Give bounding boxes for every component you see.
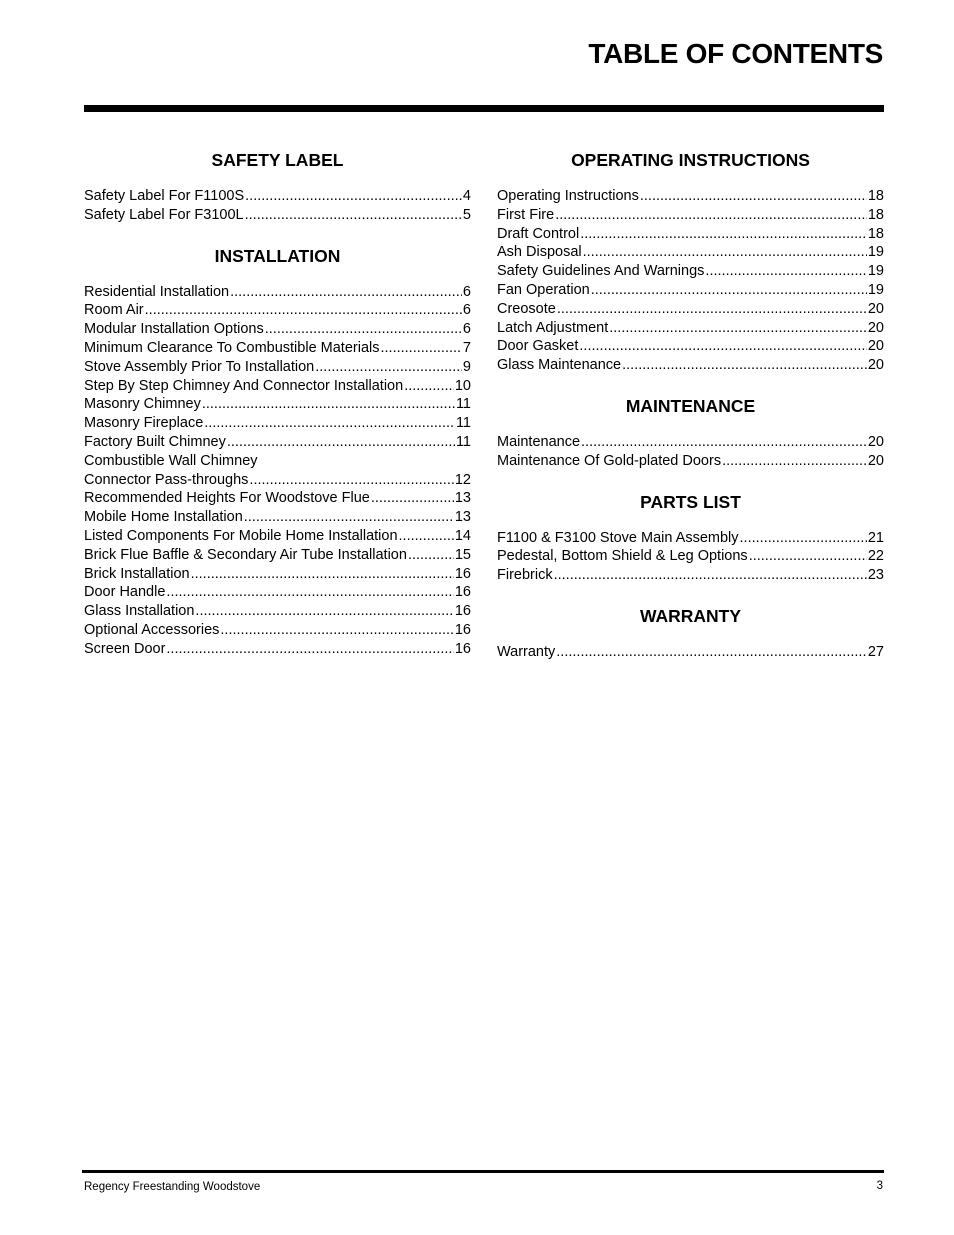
dot-leader — [166, 640, 453, 659]
toc-entry-label: Optional Accessories — [84, 621, 220, 638]
toc-entry-label: Operating Instructions — [497, 188, 639, 204]
toc-entry-label: Masonry Fireplace — [84, 415, 204, 432]
toc-entry-page-number: 16 — [454, 603, 471, 620]
toc-entry-page-number: 10 — [454, 377, 471, 394]
toc-entry-label: Door Handle — [84, 584, 166, 601]
dot-leader — [245, 206, 462, 225]
dot-leader — [583, 243, 867, 262]
toc-entry-label: Step By Step Chimney And Connector Installation — [84, 377, 404, 394]
toc-list-parts-list — [497, 529, 884, 585]
toc-entry[interactable] — [84, 433, 471, 452]
toc-entry[interactable] — [497, 243, 884, 262]
dot-leader — [244, 508, 454, 527]
toc-list-safety-label — [84, 187, 471, 225]
section-heading-installation: INSTALLATION — [214, 245, 341, 266]
toc-entry-label: Firebrick — [497, 567, 553, 584]
dot-leader — [622, 356, 867, 375]
dot-leader — [202, 395, 455, 414]
toc-entry-label: Door Gasket — [497, 338, 579, 355]
toc-entry-label: Recommended Heights For Woodstove Flue — [84, 490, 370, 507]
toc-entry-label: Warranty — [497, 643, 556, 660]
header-divider — [84, 105, 884, 112]
toc-entry[interactable] — [497, 300, 884, 319]
toc-entry[interactable] — [84, 206, 471, 225]
toc-entry[interactable] — [84, 301, 471, 320]
toc-entry-label: Fan Operation — [497, 281, 590, 298]
dot-leader — [591, 281, 867, 300]
section-heading-safety-label: SAFETY LABEL — [211, 150, 344, 170]
dot-leader — [404, 377, 454, 396]
section-heading-operating-instructions: OPERATING INSTRUCTIONS — [571, 150, 810, 170]
dot-leader — [579, 337, 866, 356]
toc-entry-label: Pedestal, Bottom Shield & Leg Options — [497, 548, 748, 565]
toc-entry-page-number: 20 — [867, 319, 884, 336]
dot-leader — [230, 283, 462, 302]
toc-entry-page-number: 20 — [867, 433, 884, 450]
toc-entry[interactable] — [84, 489, 471, 508]
toc-entry-page-number: 23 — [867, 567, 884, 584]
toc-entry-page-number: 13 — [454, 490, 471, 507]
dot-leader — [371, 489, 454, 508]
dot-leader — [554, 566, 867, 585]
toc-entry-label: Latch Adjustment — [497, 319, 609, 336]
toc-entry-page-number: 9 — [462, 358, 471, 375]
toc-entry-page-number: 7 — [462, 339, 471, 356]
toc-entry-label: Room Air — [84, 302, 144, 319]
toc-entry-page-number: 4 — [462, 188, 471, 204]
toc-entry-label: Creosote — [497, 300, 556, 317]
footer-document-title: Regency Freestanding Woodstove — [84, 1181, 261, 1193]
dot-leader — [555, 206, 867, 225]
toc-entry-label: Maintenance — [497, 433, 581, 450]
toc-entry-label: Glass Maintenance — [497, 357, 622, 374]
section-heading-maintenance: MAINTENANCE — [625, 395, 756, 416]
toc-entry[interactable] — [84, 452, 471, 471]
toc-entry-page-number: 14 — [454, 527, 471, 544]
dot-leader — [380, 339, 461, 358]
toc-entry[interactable] — [84, 583, 471, 602]
dot-leader — [249, 471, 453, 490]
toc-entry[interactable] — [497, 356, 884, 375]
toc-entry-page-number: 16 — [454, 565, 471, 582]
toc-entry-label: Minimum Clearance To Combustible Materials — [84, 339, 380, 356]
toc-entry[interactable] — [84, 187, 471, 206]
dot-leader — [145, 301, 462, 320]
toc-entry-label: Masonry Chimney — [84, 396, 201, 413]
section-heading-warranty: WARRANTY — [639, 605, 742, 626]
dot-leader — [749, 547, 867, 566]
toc-entry[interactable] — [84, 621, 471, 640]
toc-entry-page-number: 6 — [462, 283, 471, 300]
dot-leader — [191, 565, 454, 584]
toc-left-column — [84, 150, 471, 659]
toc-entry-page-number: 6 — [462, 302, 471, 319]
toc-entry[interactable] — [84, 527, 471, 546]
toc-entry[interactable] — [84, 320, 471, 339]
dot-leader — [722, 452, 867, 471]
toc-entry-label: Screen Door — [84, 640, 166, 657]
toc-entry-page-number: 21 — [867, 529, 884, 546]
toc-list-operating-instructions — [497, 187, 884, 375]
toc-entry-label: Stove Assembly Prior To Installation — [84, 358, 315, 375]
toc-entry[interactable] — [84, 339, 471, 358]
dot-leader — [399, 527, 454, 546]
toc-list-maintenance — [497, 433, 884, 471]
toc-entry-label: Factory Built Chimney — [84, 433, 226, 450]
toc-entry-label: Brick Flue Baffle & Secondary Air Tube Installation — [84, 546, 407, 563]
toc-entry-page-number: 18 — [867, 225, 884, 242]
toc-right-column — [497, 150, 884, 662]
footer-divider — [82, 1170, 884, 1173]
toc-entry-page-number: 16 — [454, 621, 471, 638]
footer-page-number: 3 — [876, 1180, 883, 1192]
dot-leader — [265, 320, 462, 339]
toc-entry[interactable] — [497, 529, 884, 548]
toc-entry-page-number: 12 — [454, 471, 471, 488]
dot-leader — [557, 300, 867, 319]
dot-leader — [740, 529, 867, 548]
toc-entry-label: Maintenance Of Gold-plated Doors — [497, 452, 722, 469]
toc-entry-label: Mobile Home Installation — [84, 509, 243, 526]
toc-entry-page-number: 16 — [454, 640, 471, 657]
dot-leader — [640, 187, 867, 206]
toc-entry[interactable] — [497, 433, 884, 452]
dot-leader — [204, 414, 455, 433]
toc-entry-label: Connector Pass-throughs — [84, 471, 249, 488]
toc-entry-label: Safety Label For F1100S — [84, 188, 245, 204]
toc-entry-label: Ash Disposal — [497, 244, 582, 261]
toc-entry-page-number: 19 — [867, 263, 884, 280]
toc-entry-label: F1100 & F3100 Stove Main Assembly — [497, 529, 739, 546]
dot-leader — [580, 225, 867, 244]
toc-entry[interactable] — [497, 187, 884, 206]
toc-entry[interactable] — [497, 225, 884, 244]
toc-entry[interactable] — [497, 281, 884, 300]
toc-entry-page-number: 16 — [454, 584, 471, 601]
toc-entry[interactable] — [497, 337, 884, 356]
toc-entry-page-number: 11 — [455, 396, 471, 413]
toc-entry-label: First Fire — [497, 206, 555, 223]
dot-leader — [556, 643, 867, 662]
toc-entry-page-number: 22 — [867, 548, 884, 565]
toc-entry-page-number: 19 — [867, 244, 884, 261]
toc-entry[interactable] — [84, 602, 471, 621]
toc-entry-label: Glass Installation — [84, 603, 195, 620]
toc-entry[interactable] — [84, 565, 471, 584]
toc-entry[interactable] — [497, 319, 884, 338]
dot-leader — [705, 262, 866, 281]
toc-entry-page-number: 6 — [462, 321, 471, 338]
toc-entry-page-number: 15 — [454, 546, 471, 563]
toc-entry-page-number: 27 — [867, 643, 884, 660]
toc-entry[interactable] — [84, 640, 471, 659]
toc-entry[interactable] — [84, 283, 471, 302]
toc-entry-page-number: 11 — [455, 415, 471, 432]
toc-entry[interactable] — [84, 358, 471, 377]
toc-entry-label: Residential Installation — [84, 283, 230, 300]
toc-entry[interactable] — [497, 262, 884, 281]
toc-entry[interactable] — [84, 508, 471, 527]
toc-list-installation — [84, 283, 471, 659]
toc-entry-label: Listed Components For Mobile Home Installation — [84, 527, 398, 544]
toc-entry-page-number: 20 — [867, 300, 884, 317]
toc-entry-label: Draft Control — [497, 225, 580, 242]
toc-entry[interactable] — [84, 546, 471, 565]
dot-leader — [220, 621, 453, 640]
toc-entry-page-number: 11 — [455, 433, 471, 450]
toc-entry[interactable] — [497, 566, 884, 585]
toc-entry[interactable] — [84, 471, 471, 490]
toc-entry[interactable] — [84, 414, 471, 433]
toc-list-warranty — [497, 643, 884, 662]
dot-leader — [315, 358, 462, 377]
toc-entry-page-number: 13 — [454, 509, 471, 526]
dot-leader — [195, 602, 453, 621]
dot-leader — [581, 433, 867, 452]
dot-leader — [408, 546, 454, 565]
toc-entry[interactable] — [84, 377, 471, 396]
page-title: TABLE OF CONTENTS — [588, 38, 883, 69]
toc-entry-page-number: 20 — [867, 338, 884, 355]
toc-entry-label: Combustible Wall Chimney — [84, 452, 258, 469]
toc-entry-label: Safety Label For F3100L — [84, 206, 244, 223]
dot-leader — [245, 187, 462, 206]
toc-entry-page-number: 18 — [867, 188, 884, 204]
section-heading-parts-list: PARTS LIST — [640, 491, 741, 512]
toc-entry-label: Brick Installation — [84, 565, 190, 582]
toc-entry-page-number: 20 — [867, 357, 884, 374]
dot-leader — [609, 319, 867, 338]
toc-entry-page-number: 5 — [462, 206, 471, 223]
toc-entry-label: Modular Installation Options — [84, 321, 264, 338]
toc-entry-label: Safety Guidelines And Warnings — [497, 263, 705, 280]
toc-entry[interactable] — [497, 547, 884, 566]
toc-entry[interactable] — [497, 206, 884, 225]
toc-entry[interactable] — [497, 643, 884, 662]
toc-entry-page-number: 18 — [867, 206, 884, 223]
toc-entry[interactable] — [497, 452, 884, 471]
toc-entry-page-number: 20 — [867, 452, 884, 469]
toc-entry-page-number: 19 — [867, 281, 884, 298]
toc-entry[interactable] — [84, 395, 471, 414]
dot-leader — [166, 583, 453, 602]
dot-leader — [227, 433, 455, 452]
